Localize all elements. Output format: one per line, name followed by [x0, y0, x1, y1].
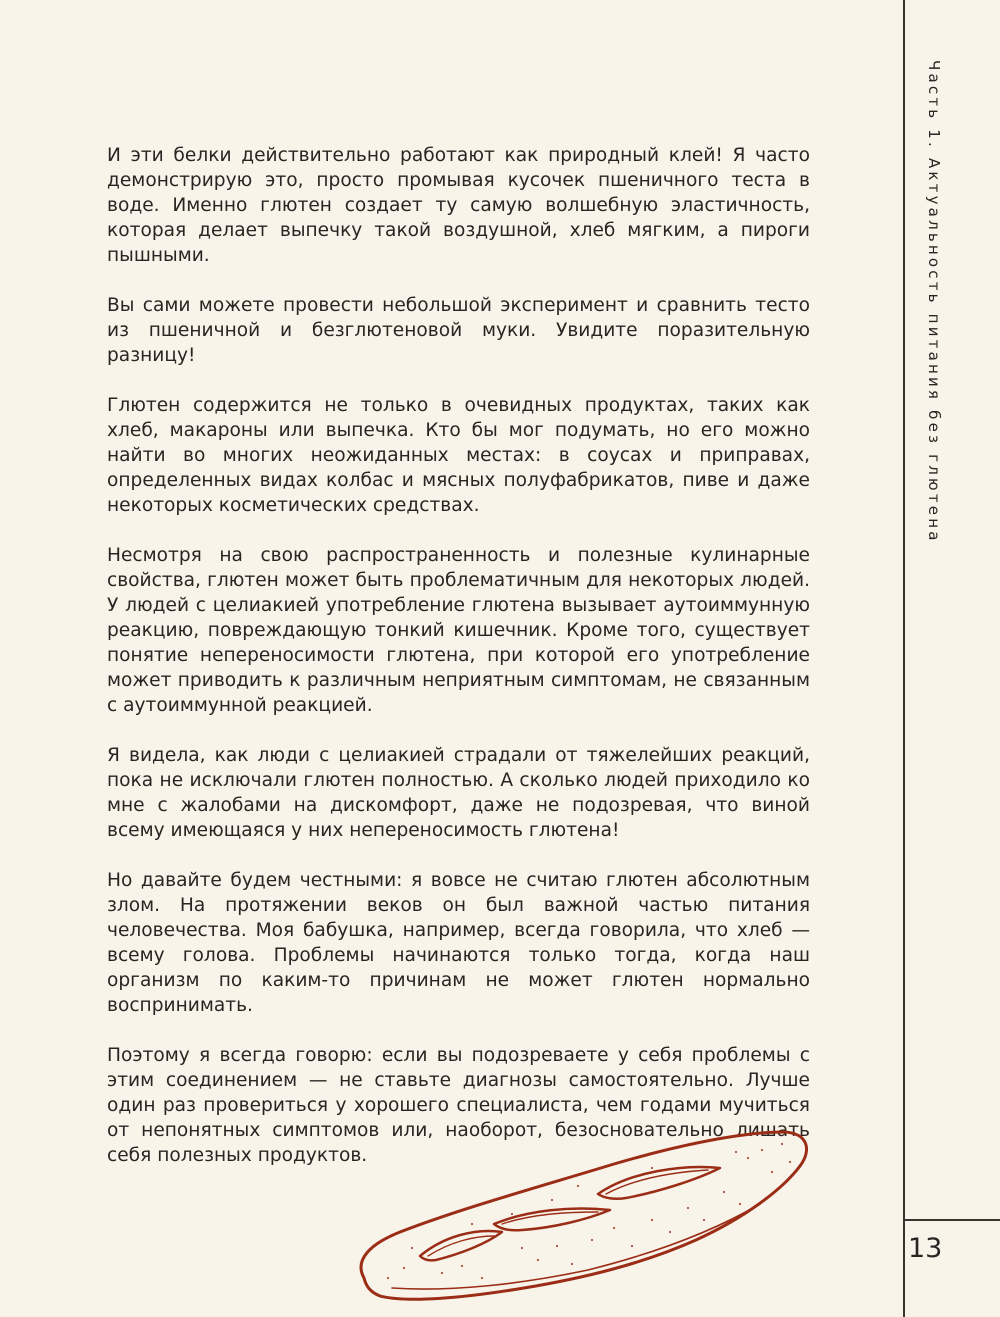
sidebar-divider: [903, 0, 905, 1317]
paragraph: Но давайте будем честными: я вовсе не считаю глютен абсолютным злом. На протяжении веков он был важной частью питания человечества. Моя бабушка, например, всегда говорила, что хлеб — всему голова. Проблемы начинаются только тогда, когда наш организм по каким-то причинам не может глютен нормально воспринимать.: [107, 870, 810, 1016]
paragraph: Я видела, как люди с целиакией страдали от тяжелейших реакций, пока не исключали глютен полностью. А сколько людей приходило ко мне с жалобами на дискомфорт, даже не подозревая, что виной всему имеющаяся у них непереносимость глютена!: [107, 745, 810, 841]
baguette-icon: [352, 1128, 812, 1308]
paragraph: Вы сами можете провести небольшой эксперимент и сравнить тесто из пшеничной и безглютеновой муки. Увидите поразительную разницу!: [107, 295, 810, 366]
page-number-divider: [903, 1219, 1000, 1221]
paragraph: Глютен содержится не только в очевидных продуктах, таких как хлеб, макароны или выпечка. Кто бы мог подумать, но его можно найти во многих неожиданных местах: в соусах и приправах, определенных видах колбас и мясных полуфабрикатов, пиве и даже некоторых косметических средствах.: [107, 395, 810, 516]
paragraph: И эти белки действительно работают как природный клей! Я часто демонстрирую это, просто промывая кусочек пшеничного теста в воде. Именно глютен создает ту самую волшебную эластичность, которая делает выпечку такой воздушной, хлеб мягким, а пироги пышными.: [107, 145, 810, 266]
paragraph: Несмотря на свою распространенность и полезные кулинарные свойства, глютен может быть проблематичным для некоторых людей. У людей с целиакией употребление глютена вызывает аутоиммунную реакцию, повреждающую тонкий кишечник. Кроме того, существует понятие непереносимости глютена, при которой его употребление может приводить к различным неприятным симптомам, не связанным с аутоиммунной реакцией.: [107, 545, 810, 716]
page-number: 13: [908, 1233, 943, 1264]
paragraph: Поэтому я всегда говорю: если вы подозреваете у себя проблемы с этим соединением — не ставьте диагнозы самостоятельно. Лучше один раз провериться у хорошего специалиста, чем годами мучиться от непонятных симптомов или, наоборот, безосновательно лишать себя полезных продуктов.: [107, 1045, 810, 1166]
chapter-title: Часть 1. Актуальность питания без глютена: [925, 60, 943, 544]
body-text: [107, 143, 810, 1193]
